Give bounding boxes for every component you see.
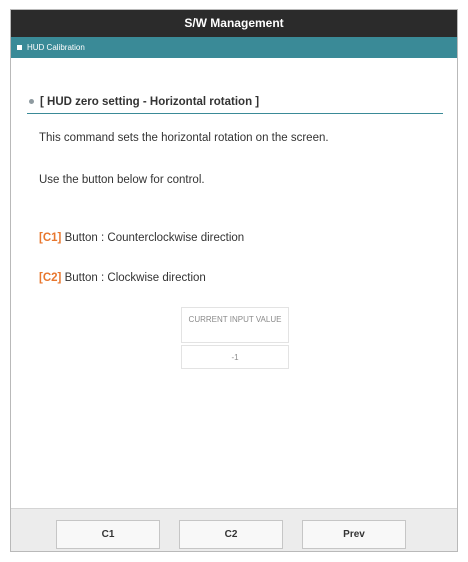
- window-title: S/W Management: [11, 10, 457, 37]
- c2-tag: [C2]: [39, 272, 62, 284]
- subheader-title: HUD Calibration: [27, 43, 85, 52]
- app-window: [10, 9, 458, 552]
- description-line-1: This command sets the horizontal rotation on the screen.: [39, 132, 329, 144]
- c1-tag: [C1]: [39, 232, 62, 244]
- current-input-value: -1: [181, 345, 289, 369]
- section-heading: [27, 90, 443, 114]
- description-line-2: Use the button below for control.: [39, 174, 205, 186]
- square-bullet-icon: [17, 45, 22, 50]
- current-input-label: CURRENT INPUT VALUE: [181, 307, 289, 343]
- c1-text: Button : Counterclockwise direction: [61, 232, 245, 244]
- subheader-bar: [11, 37, 457, 58]
- prev-button[interactable]: Prev: [302, 520, 406, 549]
- c2-button[interactable]: C2: [179, 520, 283, 549]
- dot-bullet-icon: [29, 99, 34, 104]
- footer-bar: [11, 508, 457, 551]
- c1-instruction: [39, 232, 244, 244]
- c2-instruction: [39, 272, 206, 284]
- section-title: [ HUD zero setting - Horizontal rotation ]: [40, 95, 260, 108]
- c2-text: Button : Clockwise direction: [61, 272, 206, 284]
- c1-button[interactable]: C1: [56, 520, 160, 549]
